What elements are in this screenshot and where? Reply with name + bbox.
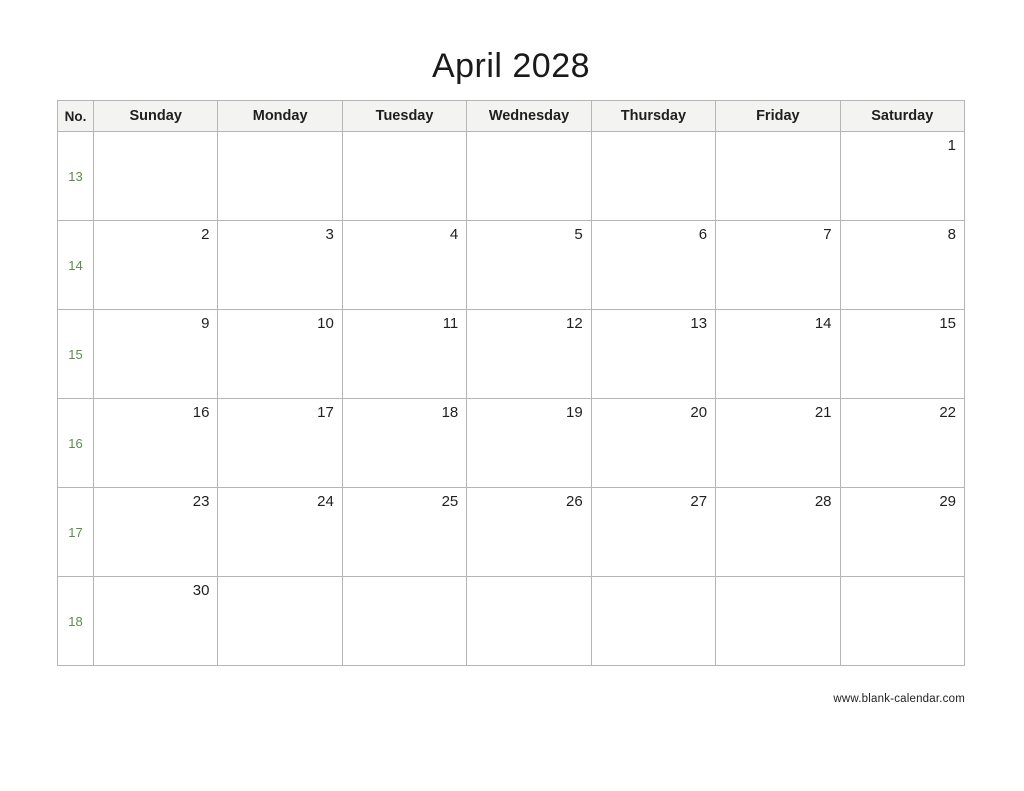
day-number: 24 [317,493,334,510]
day-number [218,132,341,137]
weekday-header-tuesday: Tuesday [342,101,466,132]
day-number [592,577,715,582]
day-number: 30 [192,582,210,599]
day-cell[interactable] [716,577,840,666]
day-cell[interactable] [467,399,591,488]
day-number: 23 [192,493,210,510]
day-cell[interactable] [342,399,466,488]
week-number-column-header: No. [58,101,94,132]
day-cell[interactable] [591,132,715,221]
day-number [467,577,590,582]
day-number: 18 [441,404,459,421]
day-number: 7 [823,226,832,243]
day-cell[interactable] [840,488,964,577]
day-cell[interactable] [467,221,591,310]
day-number: 14 [814,315,832,332]
day-number: 3 [325,226,334,243]
day-number [716,577,839,582]
day-cell[interactable] [94,399,218,488]
day-number [343,577,466,582]
week-number: 14 [58,221,94,310]
day-cell[interactable] [716,399,840,488]
day-cell[interactable] [716,488,840,577]
calendar-week-row [58,577,965,666]
day-cell[interactable] [716,310,840,399]
day-cell[interactable] [218,577,342,666]
page-title: April 2028 [431,47,591,85]
week-number: 16 [58,399,94,488]
day-cell[interactable] [591,310,715,399]
calendar-week-row [58,310,965,399]
day-cell[interactable] [840,221,964,310]
day-number: 27 [690,493,708,510]
day-cell[interactable] [94,488,218,577]
day-cell[interactable] [467,488,591,577]
day-number: 2 [201,226,210,243]
day-number: 15 [939,315,956,332]
day-cell[interactable] [218,132,342,221]
weekday-header-wednesday: Wednesday [467,101,591,132]
calendar-week-row [58,488,965,577]
day-number: 22 [939,404,956,421]
calendar-week-row [58,399,965,488]
day-number: 28 [814,493,832,510]
day-number [592,132,715,137]
calendar-container [57,46,965,666]
day-number: 9 [201,315,210,332]
weekday-header-saturday: Saturday [840,101,964,132]
day-cell[interactable] [591,577,715,666]
week-number: 13 [58,132,94,221]
day-number: 8 [947,226,956,243]
day-number [716,132,839,137]
day-cell[interactable] [342,132,466,221]
day-cell[interactable] [840,399,964,488]
day-number: 5 [574,226,583,243]
day-number: 21 [814,404,832,421]
calendar-grid [57,100,965,666]
day-cell[interactable] [218,488,342,577]
day-number: 13 [690,315,708,332]
day-number [94,132,217,137]
day-cell[interactable] [342,488,466,577]
day-cell[interactable] [218,221,342,310]
day-number: 25 [441,493,459,510]
week-number: 18 [58,577,94,666]
day-cell[interactable] [342,577,466,666]
week-number: 17 [58,488,94,577]
day-number [343,132,466,137]
day-number: 6 [698,226,708,243]
day-cell[interactable] [840,132,964,221]
calendar-body [58,132,965,666]
day-cell[interactable] [591,488,715,577]
day-number: 20 [690,404,708,421]
day-cell[interactable] [94,577,218,666]
day-cell[interactable] [467,310,591,399]
week-number: 15 [58,310,94,399]
day-cell[interactable] [716,221,840,310]
day-cell[interactable] [94,132,218,221]
weekday-header-monday: Monday [218,101,342,132]
day-number [218,577,341,582]
day-cell[interactable] [840,310,964,399]
calendar-header-row [58,101,965,132]
day-cell[interactable] [342,221,466,310]
day-cell[interactable] [342,310,466,399]
day-cell[interactable] [591,221,715,310]
weekday-header-friday: Friday [716,101,840,132]
footer-website-url: www.blank-calendar.com [833,693,965,705]
day-number: 11 [442,315,459,332]
day-number: 26 [566,493,583,510]
day-cell[interactable] [467,132,591,221]
day-cell[interactable] [94,221,218,310]
day-number: 1 [947,137,956,154]
day-cell[interactable] [716,132,840,221]
day-cell[interactable] [591,399,715,488]
day-number: 19 [566,404,583,421]
day-cell[interactable] [840,577,964,666]
day-number: 17 [317,404,334,421]
day-cell[interactable] [94,310,218,399]
day-cell[interactable] [467,577,591,666]
calendar-week-row [58,221,965,310]
weekday-header-thursday: Thursday [591,101,715,132]
day-number: 10 [317,315,334,332]
day-number: 12 [566,315,583,332]
weekday-header-sunday: Sunday [94,101,218,132]
calendar-week-row [58,132,965,221]
day-cell[interactable] [218,399,342,488]
day-cell[interactable] [218,310,342,399]
day-number [467,132,590,137]
day-number: 29 [939,493,956,510]
day-number: 16 [192,404,210,421]
day-number: 4 [449,226,459,243]
day-number [841,577,964,582]
